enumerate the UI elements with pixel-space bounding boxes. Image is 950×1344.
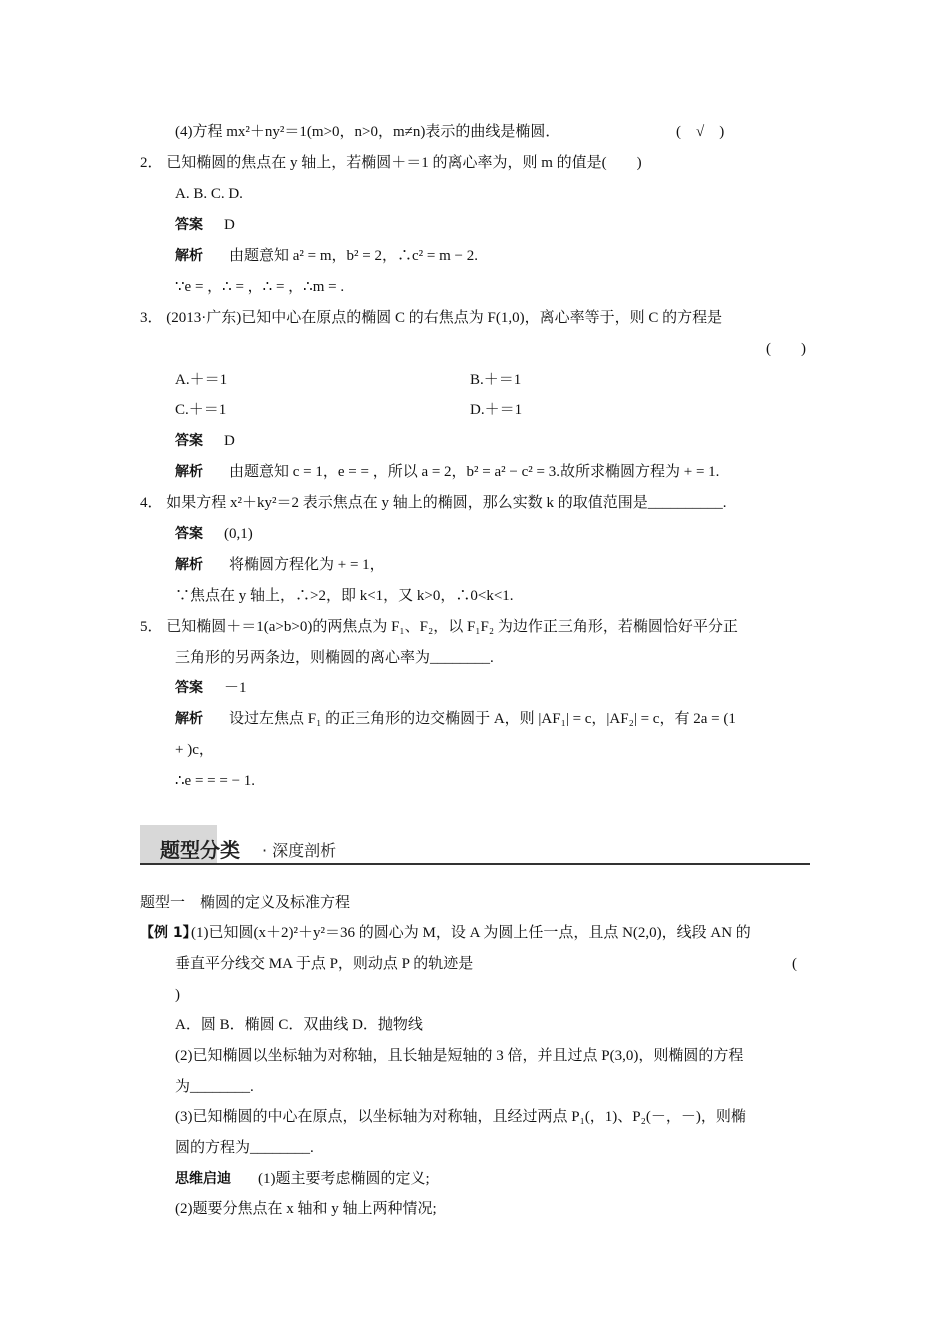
answer-value: D	[224, 433, 235, 449]
text-line: (2)题要分焦点在 x 轴和 y 轴上两种情况;	[175, 1201, 437, 1217]
thinking-text: (1)题主要考虑椭圆的定义;	[258, 1171, 430, 1187]
answer-mark: ( √ )	[676, 124, 725, 140]
answer-label: 答案	[175, 680, 203, 696]
analysis-text: 由题意知 a² = m，b² = 2，∴c² = m − 2.	[229, 248, 478, 264]
example-label: 【例 1】	[140, 925, 197, 941]
option-c: C.＋＝1	[175, 402, 227, 418]
text-line: ∴e = = = − 1.	[175, 773, 256, 789]
answer-label: 答案	[175, 433, 203, 449]
answer-label: 答案	[175, 526, 203, 542]
analysis-label: 解析	[175, 711, 203, 727]
text-line: 为________.	[175, 1079, 254, 1095]
text-line: 三角形的另两条边，则椭圆的离心率为________.	[175, 650, 494, 666]
options-line: A. B. C. D.	[175, 186, 243, 202]
question-3: 3． (2013·广东)已知中心在原点的椭圆 C 的右焦点为 F(1,0)，离心率等于，则 C 的方程是	[140, 310, 723, 326]
option-b: B.＋＝1	[470, 372, 522, 388]
question-4: 4． 如果方程 x²＋ky²＝2 表示焦点在 y 轴上的椭圆，那么实数 k 的取值范围是__________.	[140, 495, 727, 511]
answer-value: －1	[224, 680, 247, 696]
analysis-text: 将椭圆方程化为 + = 1，	[229, 557, 385, 573]
analysis-label: 解析	[175, 557, 203, 573]
section-divider	[140, 863, 810, 865]
example-text: (1)已知圆(x＋2)²＋y²＝36 的圆心为 M，设 A 为圆上任一点，且点 N(2,0)，线段 AN 的	[191, 925, 751, 941]
text-line: (4)方程 mx²＋ny²＝1(m>0，n>0，m≠n)表示的曲线是椭圆．	[175, 124, 561, 140]
text-line: 垂直平分线交 MA 于点 P，则动点 P 的轨迹是	[175, 956, 474, 972]
text-line: 圆的方程为________.	[175, 1140, 314, 1156]
answer-value: D	[224, 217, 235, 233]
question-2: 2． 已知椭圆的焦点在 y 轴上，若椭圆＋＝1 的离心率为，则 m 的值是( )	[140, 155, 642, 171]
answer-label: 答案	[175, 217, 203, 233]
section-subtitle: · 深度剖析	[262, 841, 337, 860]
thinking-label: 思维启迪	[175, 1171, 231, 1187]
answer-bracket: ( )	[766, 341, 806, 357]
analysis-text: 设过左焦点 F₁ 的正三角形的边交椭圆于 A，则 |AF₁| = c，|AF₂| = c，有 2a = (1	[229, 711, 736, 727]
text-line: ∵焦点在 y 轴上，∴>2，即 k<1，又 k>0，∴0<k<1.	[175, 588, 514, 604]
option-d: D.＋＝1	[470, 402, 523, 418]
options-line: A．圆 B．椭圆 C．双曲线 D．抛物线	[175, 1017, 423, 1033]
text-line: + )c，	[175, 742, 214, 758]
option-a: A.＋＝1	[175, 372, 228, 388]
text-line: (2)已知椭圆以坐标轴为对称轴，且长轴是短轴的 3 倍，并且过点 P(3,0)，则椭圆的方程	[175, 1048, 744, 1064]
topic-heading: 题型一 椭圆的定义及标准方程	[140, 895, 351, 911]
answer-bracket: )	[175, 987, 180, 1003]
analysis-label: 解析	[175, 248, 203, 264]
text-line: (3)已知椭圆的中心在原点，以坐标轴为对称轴，且经过两点 P₁(，1)、P₂(－，－)，则椭	[175, 1109, 746, 1125]
question-5: 5． 已知椭圆＋＝1(a>b>0)的两焦点为 F₁、F₂，以 F₁F₂ 为边作正三角形，若椭圆恰好平分正	[140, 619, 738, 635]
analysis-text: 由题意知 c = 1，e = = ，所以 a = 2，b² = a² − c² = 3.故所求椭圆方程为 + = 1.	[229, 464, 720, 480]
section-title: 题型分类	[160, 838, 240, 862]
text-line: ∵e = ，∴ = ，∴ = ，∴m = .	[175, 279, 345, 295]
answer-bracket: (	[792, 956, 797, 972]
answer-value: (0,1)	[224, 526, 253, 542]
analysis-label: 解析	[175, 464, 203, 480]
